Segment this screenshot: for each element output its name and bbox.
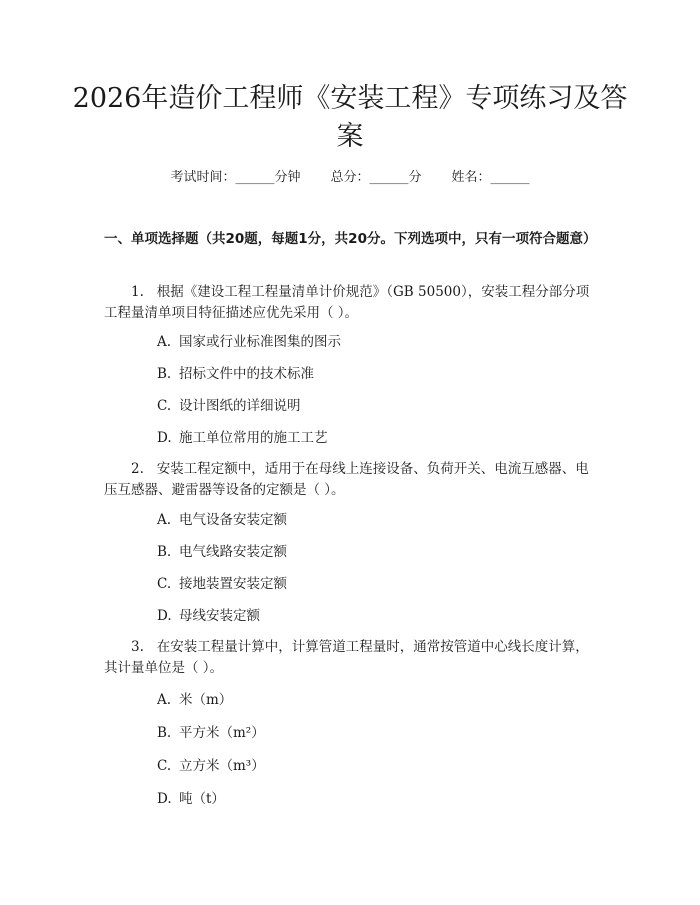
option-3c — [157, 756, 597, 776]
option-1c — [157, 396, 597, 416]
option-text: 米（m） — [179, 692, 233, 708]
option-letter: D. — [157, 791, 172, 807]
option-2b — [157, 542, 597, 562]
option-text: 电气设备安装定额 — [179, 512, 287, 528]
option-letter: C. — [157, 398, 172, 414]
option-letter: A. — [157, 334, 172, 350]
question-1 — [104, 282, 602, 324]
question-number: 1. — [131, 284, 144, 300]
question-3 — [104, 637, 602, 679]
option-text: 招标文件中的技术标准 — [179, 366, 314, 382]
option-1a — [157, 332, 597, 352]
student-name-label: 姓名：______ — [451, 170, 530, 185]
question-text: 在安装工程量计算中，计算管道工程量时，通常按管道中心线长度计算，其计量单位是（ ）。 — [104, 639, 589, 676]
option-3d — [157, 789, 597, 809]
option-text: 设计图纸的详细说明 — [179, 398, 301, 414]
question-text: 根据《建设工程工程量清单计价规范》（GB 50500），安装工程分部分项工程量清单项目特征描述应优先采用（ ）。 — [104, 284, 590, 321]
option-letter: D. — [157, 608, 172, 624]
option-text: 施工单位常用的施工工艺 — [179, 430, 328, 446]
option-3b — [157, 723, 597, 743]
option-2a — [157, 510, 597, 530]
option-text: 母线安装定额 — [179, 608, 260, 624]
option-letter: B. — [157, 544, 172, 560]
option-text: 国家或行业标准图集的图示 — [179, 334, 341, 350]
section-heading: 一、单项选择题（共20题，每题1分，共20分。下列选项中，只有一项符合题意） — [104, 231, 597, 247]
option-letter: A. — [157, 512, 172, 528]
option-3a — [157, 690, 597, 710]
question-2 — [104, 459, 602, 501]
option-text: 平方米（m²） — [179, 725, 265, 741]
option-text: 电气线路安装定额 — [179, 544, 287, 560]
option-1b — [157, 364, 597, 384]
option-letter: B. — [157, 725, 172, 741]
option-letter: C. — [157, 758, 172, 774]
option-text: 接地装置安装定额 — [179, 576, 287, 592]
option-letter: B. — [157, 366, 172, 382]
option-letter: C. — [157, 576, 172, 592]
exam-meta — [0, 168, 700, 188]
option-text: 吨（t） — [179, 791, 225, 807]
total-score-label: 总分：______分 — [330, 170, 422, 185]
question-number: 3. — [131, 639, 144, 655]
option-letter: A. — [157, 692, 172, 708]
option-letter: D. — [157, 430, 172, 446]
question-text: 安装工程定额中，适用于在母线上连接设备、负荷开关、电流互感器、电压互感器、避雷器等设备的定额是（ ）。 — [104, 461, 589, 498]
option-1d — [157, 428, 597, 448]
option-2d — [157, 606, 597, 626]
option-text: 立方米（m³） — [179, 758, 265, 774]
option-2c — [157, 574, 597, 594]
exam-time-label: 考试时间：______分钟 — [170, 170, 301, 185]
document-title: 2026年造价工程师《安装工程》专项练习及答案 — [72, 83, 628, 152]
question-number: 2. — [131, 461, 144, 477]
